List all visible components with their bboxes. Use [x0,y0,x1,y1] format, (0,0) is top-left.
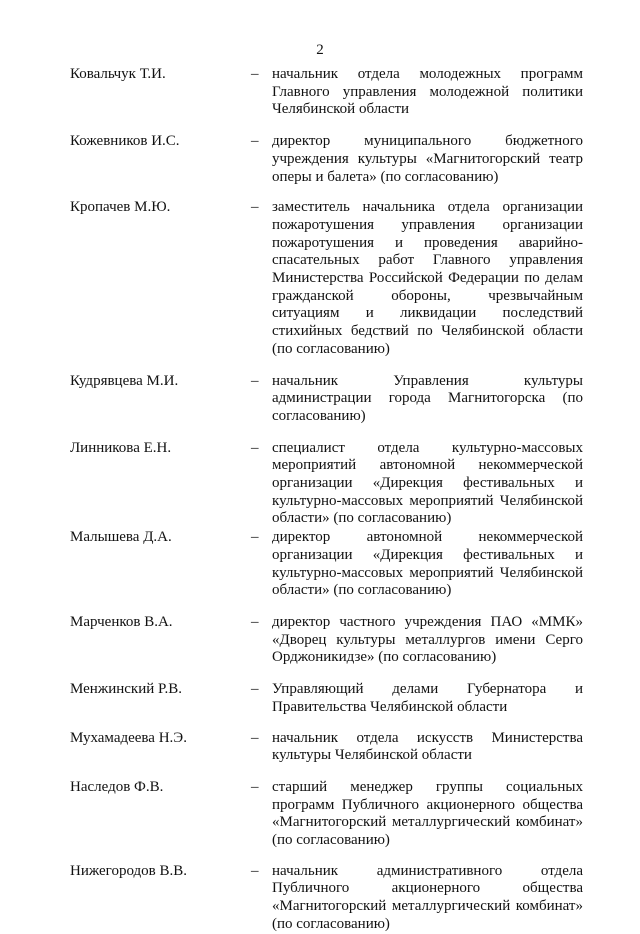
member-position: начальник отдела искусств Министерства культуры Челябинской области [272,729,583,764]
list-item [0,614,640,667]
list-item [0,440,640,529]
member-position: директор муниципального бюджетного учреждения культуры «Магнитогорский театр оперы и балета» (по согласованию) [272,133,583,185]
member-name: Наследов Ф.В. [70,778,164,795]
member-name: Кожевников И.С. [70,133,180,150]
member-position: директор частного учреждения ПАО «ММК» «Дворец культуры металлургов имени Серго Орджоникидзе» (по согласованию) [272,613,583,666]
dash-separator: – [251,439,259,456]
member-position: директор автономной некоммерческой организации «Дирекция фестивальных и культурно-массовых мероприятий Челябинской области» (по согласованию) [272,529,583,599]
member-name: Малышева Д.А. [70,529,172,546]
dash-separator: – [251,372,259,389]
member-name: Менжинский Р.В. [70,681,182,698]
member-position: старший менеджер группы социальных программ Публичного акционерного общества «Магнитогорский металлургический комбинат» (по согласованию) [272,778,583,849]
member-list [0,66,640,934]
dash-separator: – [251,529,259,546]
dash-separator: – [251,862,259,879]
list-item [0,199,640,358]
member-position: специалист отдела культурно-массовых мероприятий автономной некоммерческой организации «Дирекция фестивальных и культурно-массовых мероприятий Челябинской области» (по согласованию) [272,439,583,527]
list-item [0,529,640,600]
member-position: начальник административного отдела Публичного акционерного общества «Магнитогорский металлургический комбинат» (по согласованию) [272,862,583,932]
dash-separator: – [251,199,259,216]
page-number: 2 [316,42,324,58]
member-name: Линникова Е.Н. [70,439,172,456]
member-name: Нижегородов В.В. [70,862,188,879]
list-item [0,66,640,119]
member-name: Кропачев М.Ю. [70,199,171,216]
member-position: начальник Управления культуры администрации города Магнитогорска (по согласованию) [272,372,583,424]
dash-separator: – [251,681,259,698]
member-position: заместитель начальника отдела организации пожаротушения управления организации пожаротушения и проведения аварийно-спасательных работ Главного управления Министерства Российской Федерации по делам гражданской обороны, чрезвычайным ситуациям и ликвидации последствий стихийных бедствий по Челябинской области (по согласованию) [272,199,583,357]
member-name: Марченков В.А. [70,613,173,630]
dash-separator: – [251,729,259,746]
list-item [0,373,640,426]
dash-separator: – [251,66,259,82]
member-name: Ковальчук Т.И. [70,66,166,82]
member-position: начальник отдела молодежных программ Главного управления молодежной политики Челябинской области [272,66,583,118]
list-item [0,133,640,186]
dash-separator: – [251,613,259,630]
dash-separator: – [251,133,259,150]
list-item [0,779,640,850]
dash-separator: – [251,778,259,795]
member-name: Кудрявцева М.И. [70,372,179,389]
list-item [0,730,640,765]
list-item [0,681,640,716]
member-position: Управляющий делами Губернатора и Правительства Челябинской области [272,681,583,715]
member-name: Мухамадеева Н.Э. [70,729,187,746]
list-item [0,863,640,934]
